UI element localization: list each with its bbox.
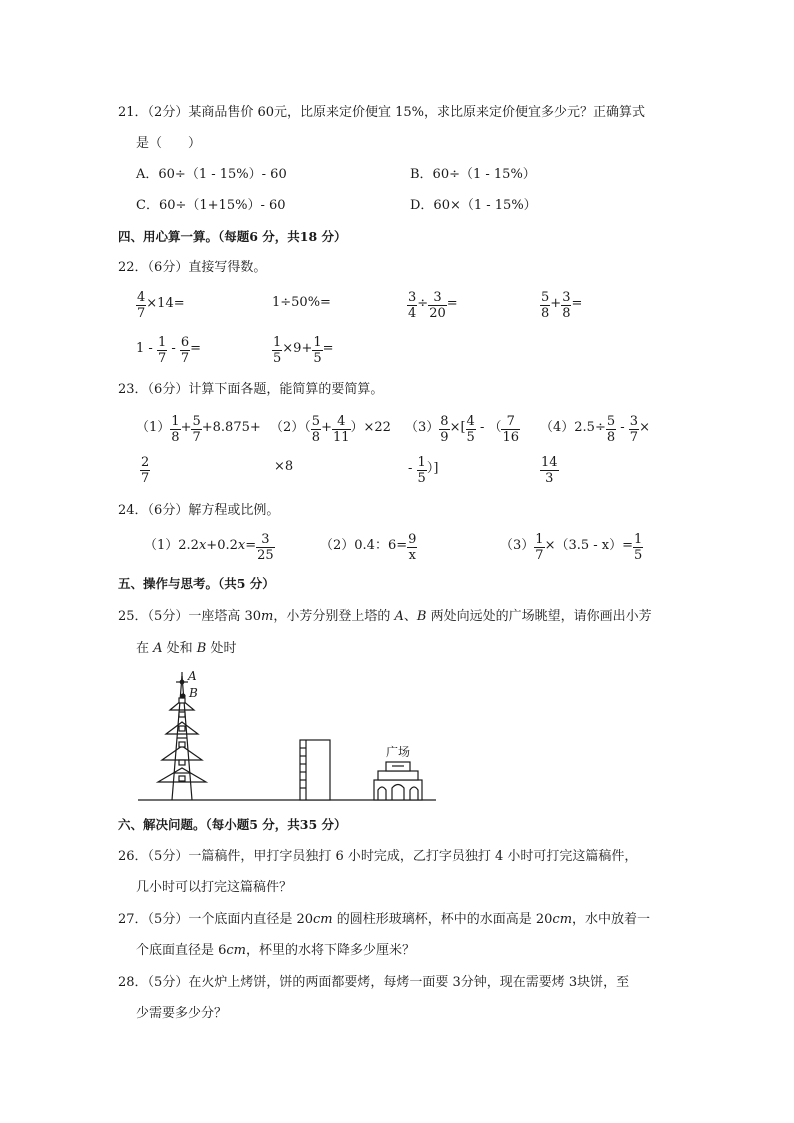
q21-option-a: A．60÷（1 - 15%）- 60 [136, 167, 287, 182]
point-a-label: A [188, 669, 197, 683]
fraction: $\frac{6}{7}$ [180, 335, 190, 366]
q22-stem: 22．（6分）直接写得数。 [118, 260, 267, 275]
fraction: $\frac{9}{x}$ [408, 532, 417, 563]
q21-option-c: C．60÷（1+15%）- 60 [136, 198, 286, 213]
fraction: $\frac{1}{7}$ [535, 532, 544, 563]
q23-part-1-cont [140, 453, 150, 484]
q24-eq-2: （2）0.4：6= $\frac{9}{x}$ [320, 532, 417, 563]
q23-part-2-cont: ×8 [274, 459, 294, 474]
q26-line1: 26．（5分）一篇稿件，甲打字员独打 6 小时完成，乙打字员独打 4 小时可打完这篇稿件， [118, 849, 638, 864]
fraction: $\frac{1}{5}$ [634, 532, 643, 563]
q22-expr-1: $\frac{4}{7}$ ×14= [137, 290, 185, 321]
q21-line2: 是（ ） [136, 136, 202, 151]
section-5-title: 五、操作与思考。（共5 分） [118, 576, 275, 591]
fraction: $\frac{14}{3}$ [541, 455, 558, 486]
fraction: $\frac{7}{16}$ [502, 414, 520, 445]
fraction: $\frac{1}{8}$ [171, 414, 180, 445]
q21-option-b: B．60÷（1 - 15%） [410, 167, 536, 182]
section-4-title: 四、用心算一算。（每题6 分，共18 分） [118, 229, 347, 244]
fraction: $\frac{1}{5}$ [313, 335, 322, 366]
fraction: $\frac{4}{7}$ [137, 290, 146, 321]
q24-stem: 24．（6分）解方程或比例。 [118, 503, 280, 518]
q23-part-4-cont [540, 453, 559, 484]
q21-option-d: D．60×（1 - 15%） [410, 198, 537, 213]
plaza-label: 广场 [386, 745, 411, 759]
tower-icon [158, 672, 206, 800]
fraction: $\frac{8}{9}$ [440, 414, 449, 445]
q22-expr-5: 1 - $\frac{1}{7}$ - $\frac{6}{7}$ = [136, 335, 202, 366]
q24-eq-1: （1）2.2x+0.2x= $\frac{3}{25}$ [144, 532, 274, 563]
point-b-marker [181, 694, 185, 698]
q23-part-3-cont: - $\frac{1}{5}$ ）] [408, 455, 439, 486]
q24-eq-3: （3） $\frac{1}{7}$ ×（3.5 - x）= $\frac{1}{5}$ [500, 532, 643, 563]
fraction: $\frac{5}{8}$ [311, 414, 321, 445]
building-icon [300, 740, 330, 800]
point-b-label: B [189, 686, 198, 700]
q23-stem: 23．（6分）计算下面各题，能简算的要简算。 [118, 382, 384, 397]
q22-expr-2: 1÷50%= [272, 295, 331, 310]
q27-line2: 个底面直径是 6cm，杯里的水将下降多少厘米？ [136, 943, 416, 958]
q22-expr-3: $\frac{3}{4}$ ÷ $\frac{3}{20}$ = [408, 290, 458, 321]
q27-line1: 27．（5分）一个底面内直径是 20cm 的圆柱形玻璃杯，杯中的水面高是 20cm，水中放着一 [118, 912, 651, 927]
section-6-title: 六、解决问题。（每小题5 分，共35 分） [118, 817, 347, 832]
q23-part-3: （3） $\frac{8}{9}$ ×[ $\frac{4}{5}$ - （ $\frac{7}{16}$ [405, 414, 520, 445]
q28-line2: 少需要多少分？ [136, 1006, 228, 1021]
q21-line1: 21．（2分）某商品售价 60元，比原来定价便宜 15%，求比原来定价便宜多少元？正确算式 [118, 105, 646, 120]
q23-part-2: （2）（ $\frac{5}{8}$ + $\frac{4}{11}$ ）×22 [270, 414, 391, 445]
q23-part-1: （1） $\frac{1}{8}$ + $\frac{5}{7}$ +8.875+ [136, 414, 261, 445]
q25-figure [130, 668, 450, 804]
fraction: $\frac{3}{4}$ [408, 290, 417, 321]
fraction: $\frac{4}{5}$ [466, 414, 475, 445]
fraction: $\frac{5}{8}$ [541, 290, 550, 321]
q28-line1: 28．（5分）在火炉上烤饼，饼的两面都要烤，每烤一面要 3分钟，现在需要烤 3块饼，至 [118, 975, 630, 990]
fraction: $\frac{3}{7}$ [629, 414, 639, 445]
plaza-building-icon [374, 762, 422, 800]
q23-part-4: （4）2.5÷ $\frac{5}{8}$ - $\frac{3}{7}$ × [540, 414, 650, 445]
fraction: $\frac{5}{7}$ [192, 414, 201, 445]
q26-line2: 几小时可以打完这篇稿件？ [136, 880, 293, 895]
q25-line1: 25．（5分）一座塔高 30m，小芳分别登上塔的 A、B 两处向远处的广场眺望，请你画出小芳 [118, 609, 652, 624]
point-a-marker [180, 680, 184, 684]
q22-expr-6: $\frac{1}{5}$ ×9+ $\frac{1}{5}$ = [273, 335, 334, 366]
q22-expr-4: $\frac{5}{8}$ + $\frac{3}{8}$ = [541, 290, 583, 321]
q25-line2: 在 A 处和 B 处时 [136, 641, 237, 656]
fraction: $\frac{4}{11}$ [332, 414, 350, 445]
fraction: $\frac{1}{7}$ [157, 335, 167, 366]
fraction: $\frac{1}{5}$ [417, 455, 426, 486]
fraction: $\frac{2}{7}$ [141, 455, 150, 486]
fraction: $\frac{3}{8}$ [562, 290, 571, 321]
fraction: $\frac{1}{5}$ [273, 335, 282, 366]
fraction: $\frac{5}{8}$ [606, 414, 616, 445]
fraction: $\frac{3}{20}$ [429, 290, 446, 321]
fraction: $\frac{3}{25}$ [257, 532, 274, 563]
